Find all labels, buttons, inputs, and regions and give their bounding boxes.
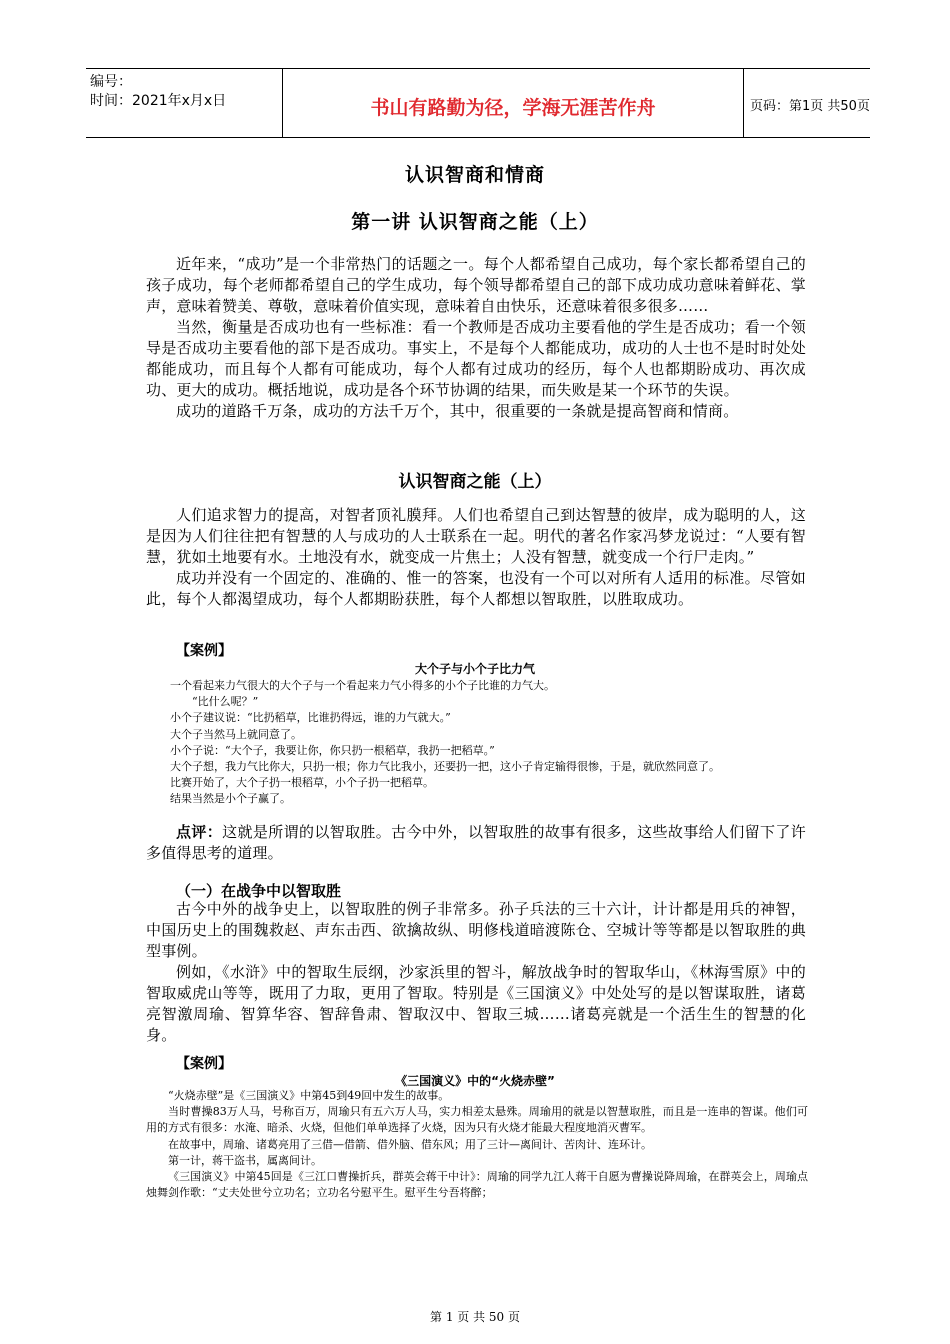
story-line: 第一计，蒋干盗书，属离间计。: [168, 1153, 322, 1167]
paragraph: 成功的道路千万条，成功的方法千万个，其中，很重要的一条就是提高智商和情商。: [176, 402, 739, 420]
story-line: 一个看起来力气很大的大个子与一个看起来力气小得多的小个子比谁的力气大。: [170, 679, 555, 692]
paragraph: 成功并没有一个固定的、准确的、惟一的答案，也没有一个可以对所有人适用的标准。尽管如此，每个人都渴望成功，每个人都期盼获胜，每个人都想以智取胜，以胜取成功。: [146, 569, 806, 608]
story-line: 在故事中，周瑜、诸葛亮用了三借—借箭、借外脑、借东风；用了三计—离间计、苦肉计、连环计。: [168, 1137, 652, 1151]
page-info: 页码：第1页 共50页: [750, 99, 870, 114]
lecture-title: 第一讲 认识智商之能（上）: [351, 211, 599, 233]
section-title: 认识智商之能（上）: [398, 472, 552, 492]
comment-label: 点评：: [176, 823, 223, 841]
document-title: 认识智商和情商: [404, 164, 545, 186]
case-title: 大个子与小个子比力气: [414, 662, 535, 676]
case-comment: [146, 822, 806, 864]
motto-cell: [282, 69, 744, 137]
paragraph: 例如，《水浒》中的智取生辰纲，沙家浜里的智斗，解放战争时的智取华山，《林海雪原》中的智取威虎山等等，既用了力取，更用了智取。特别是《三国演义》中处处写的是以智谋取胜，诸葛亮智激周瑜、智算华容、智辞鲁肃、智取汉中、智取三城……诸葛亮就是一个活生生的智慧的化身。: [146, 963, 806, 1044]
header-meta: [90, 73, 226, 111]
story-line: “比什么呢？”: [192, 695, 259, 709]
section-block: [146, 505, 806, 610]
story-line: 大个子想，我力气比你大，只扔一根；你力气比我小，还要扔一把，这小子肯定输得很惨，于是，就欣然同意了。: [170, 760, 720, 774]
paragraph: 古今中外的战争史上，以智取胜的例子非常多。孙子兵法的三十六计，计计都是用兵的神智，中国历史上的围魏救赵、声东击西、欲擒故纵、明修栈道暗渡陈仓、空城计等等都是以智取胜的典型事例。: [146, 900, 806, 960]
date-label: 时间：2021年x月x日: [90, 93, 227, 109]
intro-block: [146, 254, 806, 422]
page-footer: 第 1 页 共 50 页: [430, 1310, 520, 1324]
story-line: 比赛开始了，大个子扔一根稻草，小个子扔一把稻草。: [170, 776, 434, 790]
story-line: 结果当然是小个子赢了。: [170, 792, 291, 806]
motto: 书山有路勤为径，学海无涯苦作舟: [370, 97, 656, 119]
story-line: “火烧赤壁”是《三国演义》中第45到49回中发生的故事。: [168, 1089, 450, 1102]
story-line: 《三国演义》中第45回是《三江口曹操折兵，群英会蒋干中计》：周瑜的同学九江人蒋干自愿为曹操说降周瑜，在群英会上，周瑜点烛舞剑作歌：“丈夫处世兮立功名；立功名兮慰平生。慰平生兮吾将醉；: [146, 1170, 808, 1200]
case-story: [170, 678, 806, 808]
story-line: 小个子说：“大个子，我要让你，你只扔一根稻草，我扔一把稻草。”: [170, 743, 495, 757]
paragraph: 当然，衡量是否成功也有一些标准：看一个教师是否成功主要看他的学生是否成功；看一个领导是否成功主要看他的部下是否成功。事实上，不是每个人都能成功，成功的人士也不是时时处处都能成功，而且每个人都有可能成功，每个人都有过成功的经历，每个人也都期盼成功、再次成功、更大的成功。概括地说，成功是各个环节协调的结果，而失败是某一个环节的失误。: [146, 318, 806, 399]
subsection-title: （一）在战争中以智取胜: [176, 882, 342, 900]
story-line: 小个子建议说：“比扔稻草，比谁扔得远，谁的力气就大。”: [170, 711, 451, 725]
number-label: 编号：: [90, 74, 132, 90]
story-line: 当时曹操83万人马，号称百万，周瑜只有五六万人马，实力相差太悬殊。周瑜用的就是以智慧取胜，而且是一连串的智谋。他们可用的方式有很多：水淹、暗杀、火烧，但他们单单选择了火烧，因为只有火烧才能最大程度地消灭曹军。: [146, 1105, 808, 1135]
document-header: [86, 68, 870, 138]
comment-text: 这就是所谓的以智取胜。古今中外，以智取胜的故事有很多，这些故事给人们留下了许多值得思考的道理。: [146, 823, 806, 862]
story-line: 大个子当然马上就同意了。: [170, 727, 302, 741]
paragraph: 人们追求智力的提高，对智者顶礼膜拜。人们也希望自己到达智慧的彼岸，成为聪明的人，这是因为人们往往把有智慧的人与成功的人士联系在一起。明代的著名作家冯梦龙说过：“人要有智慧，犹如土地要有水。土地没有水，就变成一片焦土；人没有智慧，就变成一个行尸走肉。”: [146, 506, 806, 566]
case-title: 《三国演义》中的“火烧赤壁”: [395, 1074, 555, 1088]
case-label: 【案例】: [176, 1056, 232, 1072]
case-story: [146, 1088, 808, 1201]
case-label: 【案例】: [176, 643, 232, 659]
subsection-block: [146, 899, 806, 1046]
paragraph: 近年来，“成功”是一个非常热门的话题之一。每个人都希望自己成功，每个家长都希望自己的孩子成功，每个老师都希望自己的学生成功，每个领导都希望自己的部下成功成功意味着鲜花、掌声，意味着赞美、尊敬，意味着价值实现，意味着自由快乐，还意味着很多很多……: [146, 255, 806, 315]
